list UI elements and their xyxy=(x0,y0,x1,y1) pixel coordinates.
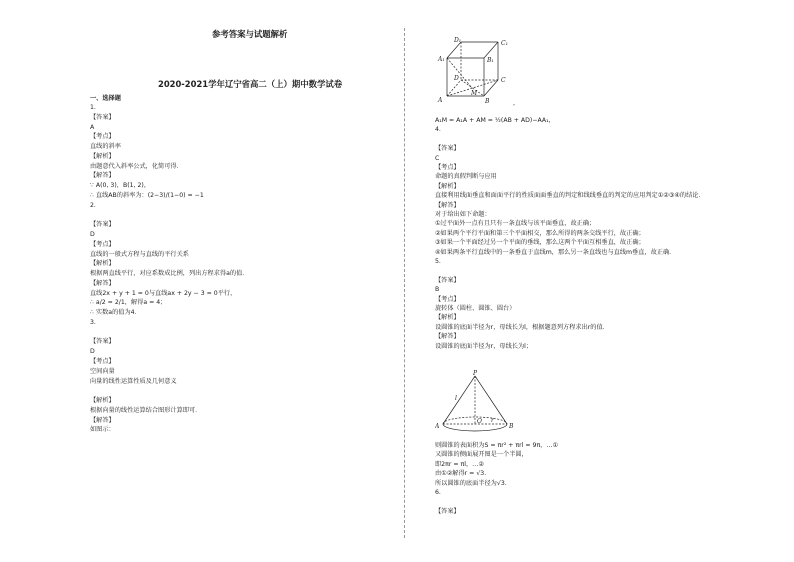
left-text-line: ∵ A(0, 3)，B(1, 2)， xyxy=(90,182,151,190)
left-text-line: 根据两直线平行，对应系数成比例，列出方程求得a的值． xyxy=(90,270,249,278)
right-text-line: 【解析】 xyxy=(435,182,460,190)
cone-label-p: P xyxy=(473,370,478,377)
left-text-line: 【解析】 xyxy=(90,260,115,268)
right-text-line: ②如果两个平行平面和第三个平面相交，那么所得的两条交线平行，故正确； xyxy=(435,229,645,237)
column-divider xyxy=(404,28,405,538)
cone-label-l: l xyxy=(455,395,457,402)
right-text-line: 直接利用线面垂直和面面平行的性质面面垂直的判定和线线垂直的判定的应用判定①②③④的结论． xyxy=(435,192,705,200)
left-text-line: 向量的线性运算性质及几何意义 xyxy=(90,377,177,385)
doc-subtitle: 2020-2021学年辽宁省高二（上）期中数学试卷 xyxy=(158,79,343,89)
right-text-line: 设圆锥的底面半径为r，母线长为l； xyxy=(435,342,533,350)
right-text-line: 【解析】 xyxy=(435,314,460,322)
cube-label-a: A xyxy=(438,97,443,104)
right-text-line: 又圆锥的侧面展开图是一个半圆， xyxy=(435,451,528,459)
left-text-line: ∴ 直线AB的斜率为：(2−3)/(1−0) = −1 xyxy=(90,191,204,199)
left-text-line: D xyxy=(90,348,95,356)
left-text-line: 根据向量的线性运算结合图形计算即可． xyxy=(90,406,202,414)
left-text-line: 由题意代入斜率公式，化简可得． xyxy=(90,162,183,170)
cube-label-c1: C₁ xyxy=(501,40,508,47)
left-text-line: 【答案】 xyxy=(90,221,115,229)
right-text-line: A₁M = A₁A + AM = ½(AB + AD)−AA₁， xyxy=(435,117,555,124)
cube-label-a1: A₁ xyxy=(438,56,445,63)
left-text-line: 3. xyxy=(90,318,96,326)
right-text-line: 【答案】 xyxy=(435,507,460,515)
left-text-line: 【解析】 xyxy=(90,397,115,405)
right-text-line: C xyxy=(435,154,440,162)
right-text-line: 命题的真假判断与应用 xyxy=(435,173,497,181)
cone-label-r: r xyxy=(491,417,494,424)
right-text-line: 所以圆锥的底面半径为√3． xyxy=(435,479,511,487)
right-text-line: ①过平面外一点有且只有一条直线与该平面垂直，故正确； xyxy=(435,220,596,228)
left-text-line: 【答案】 xyxy=(90,113,115,121)
cube-label-d: D xyxy=(454,75,459,82)
left-text-line: 【考点】 xyxy=(90,240,115,248)
left-text-line: 直线的一般式方程与直线的平行关系 xyxy=(90,250,189,258)
right-text-line: 【答案】 xyxy=(435,276,460,284)
cone-note-mark: , xyxy=(513,100,515,107)
right-text-line: 由①②解得r = √3． xyxy=(435,470,491,478)
left-text-line: 直线2x + y + 1 = 0与直线ax + 2y − 3 = 0平行， xyxy=(90,289,237,297)
left-text-line: 【解答】 xyxy=(90,172,115,180)
right-text-line: 6. xyxy=(435,489,441,496)
right-text-line: 5. xyxy=(435,258,441,265)
cube-figure xyxy=(435,36,520,108)
cube-label-m: M xyxy=(471,90,478,97)
doc-title: 参考答案与试题解析 xyxy=(212,29,288,39)
right-text-line: 对于给出如下命题： xyxy=(435,211,491,218)
cube-label-c: C xyxy=(501,77,506,84)
right-text-line: 4. xyxy=(435,126,441,134)
right-text-line: 【解答】 xyxy=(435,333,460,341)
right-text-line: 【解答】 xyxy=(435,201,460,209)
left-text-line: 直线的斜率 xyxy=(90,143,121,151)
left-text-line: ∴ a/2 = 2/1，解得a = 4； xyxy=(90,299,167,307)
right-text-line: 【考点】 xyxy=(435,295,460,303)
left-text-line: D xyxy=(90,231,95,238)
cone-label-o: O xyxy=(477,418,482,425)
left-text-line: ∴ 实数a的值为4． xyxy=(90,309,141,317)
cube-label-d1: D₁ xyxy=(454,37,462,44)
left-text-line: 【解析】 xyxy=(90,152,115,160)
left-text-line: 空间向量 xyxy=(90,367,115,375)
left-text-line: 【解答】 xyxy=(90,279,115,287)
right-text-line: 设圆锥的底面半径为r，母线长为l，根据题意列方程求出r的值． xyxy=(435,323,609,331)
cube-label-b1: B₁ xyxy=(487,57,494,64)
left-text-line: 【考点】 xyxy=(90,358,115,366)
left-text-line: 2. xyxy=(90,201,96,209)
cone-label-a: A xyxy=(435,423,440,430)
cube-label-b: B xyxy=(485,98,490,105)
right-text-line: B xyxy=(435,286,440,294)
cone-label-b: B xyxy=(509,423,514,430)
right-text-line: 【答案】 xyxy=(435,145,460,153)
right-text-line: 旋转体（圆柱、圆锥、圆台） xyxy=(435,305,516,312)
left-text-line: 如图示： xyxy=(90,426,115,434)
right-text-line: ④如果两条平行直线中的一条垂直于直线m，那么另一条直线也与直线m垂直，故正确． xyxy=(435,248,676,256)
right-text-line: ③如果一个平面经过另一个平面的垂线，那么这两个平面互相垂直，故正确； xyxy=(435,239,645,247)
left-text-line: 【解答】 xyxy=(90,416,115,424)
left-text-line: A xyxy=(90,123,95,131)
cone-figure xyxy=(435,370,520,432)
left-text-line: 【考点】 xyxy=(90,133,115,141)
right-text-line: 【考点】 xyxy=(435,164,460,171)
right-text-line: 则圆锥的表面积为S = πr² + πrl = 9π，…① xyxy=(435,442,559,449)
left-text-line: 【答案】 xyxy=(90,338,115,346)
section-heading: 一、选择题 xyxy=(90,95,121,102)
left-text-line: 1. xyxy=(90,104,96,111)
right-text-line: 即2πr = πl，…② xyxy=(435,460,484,468)
